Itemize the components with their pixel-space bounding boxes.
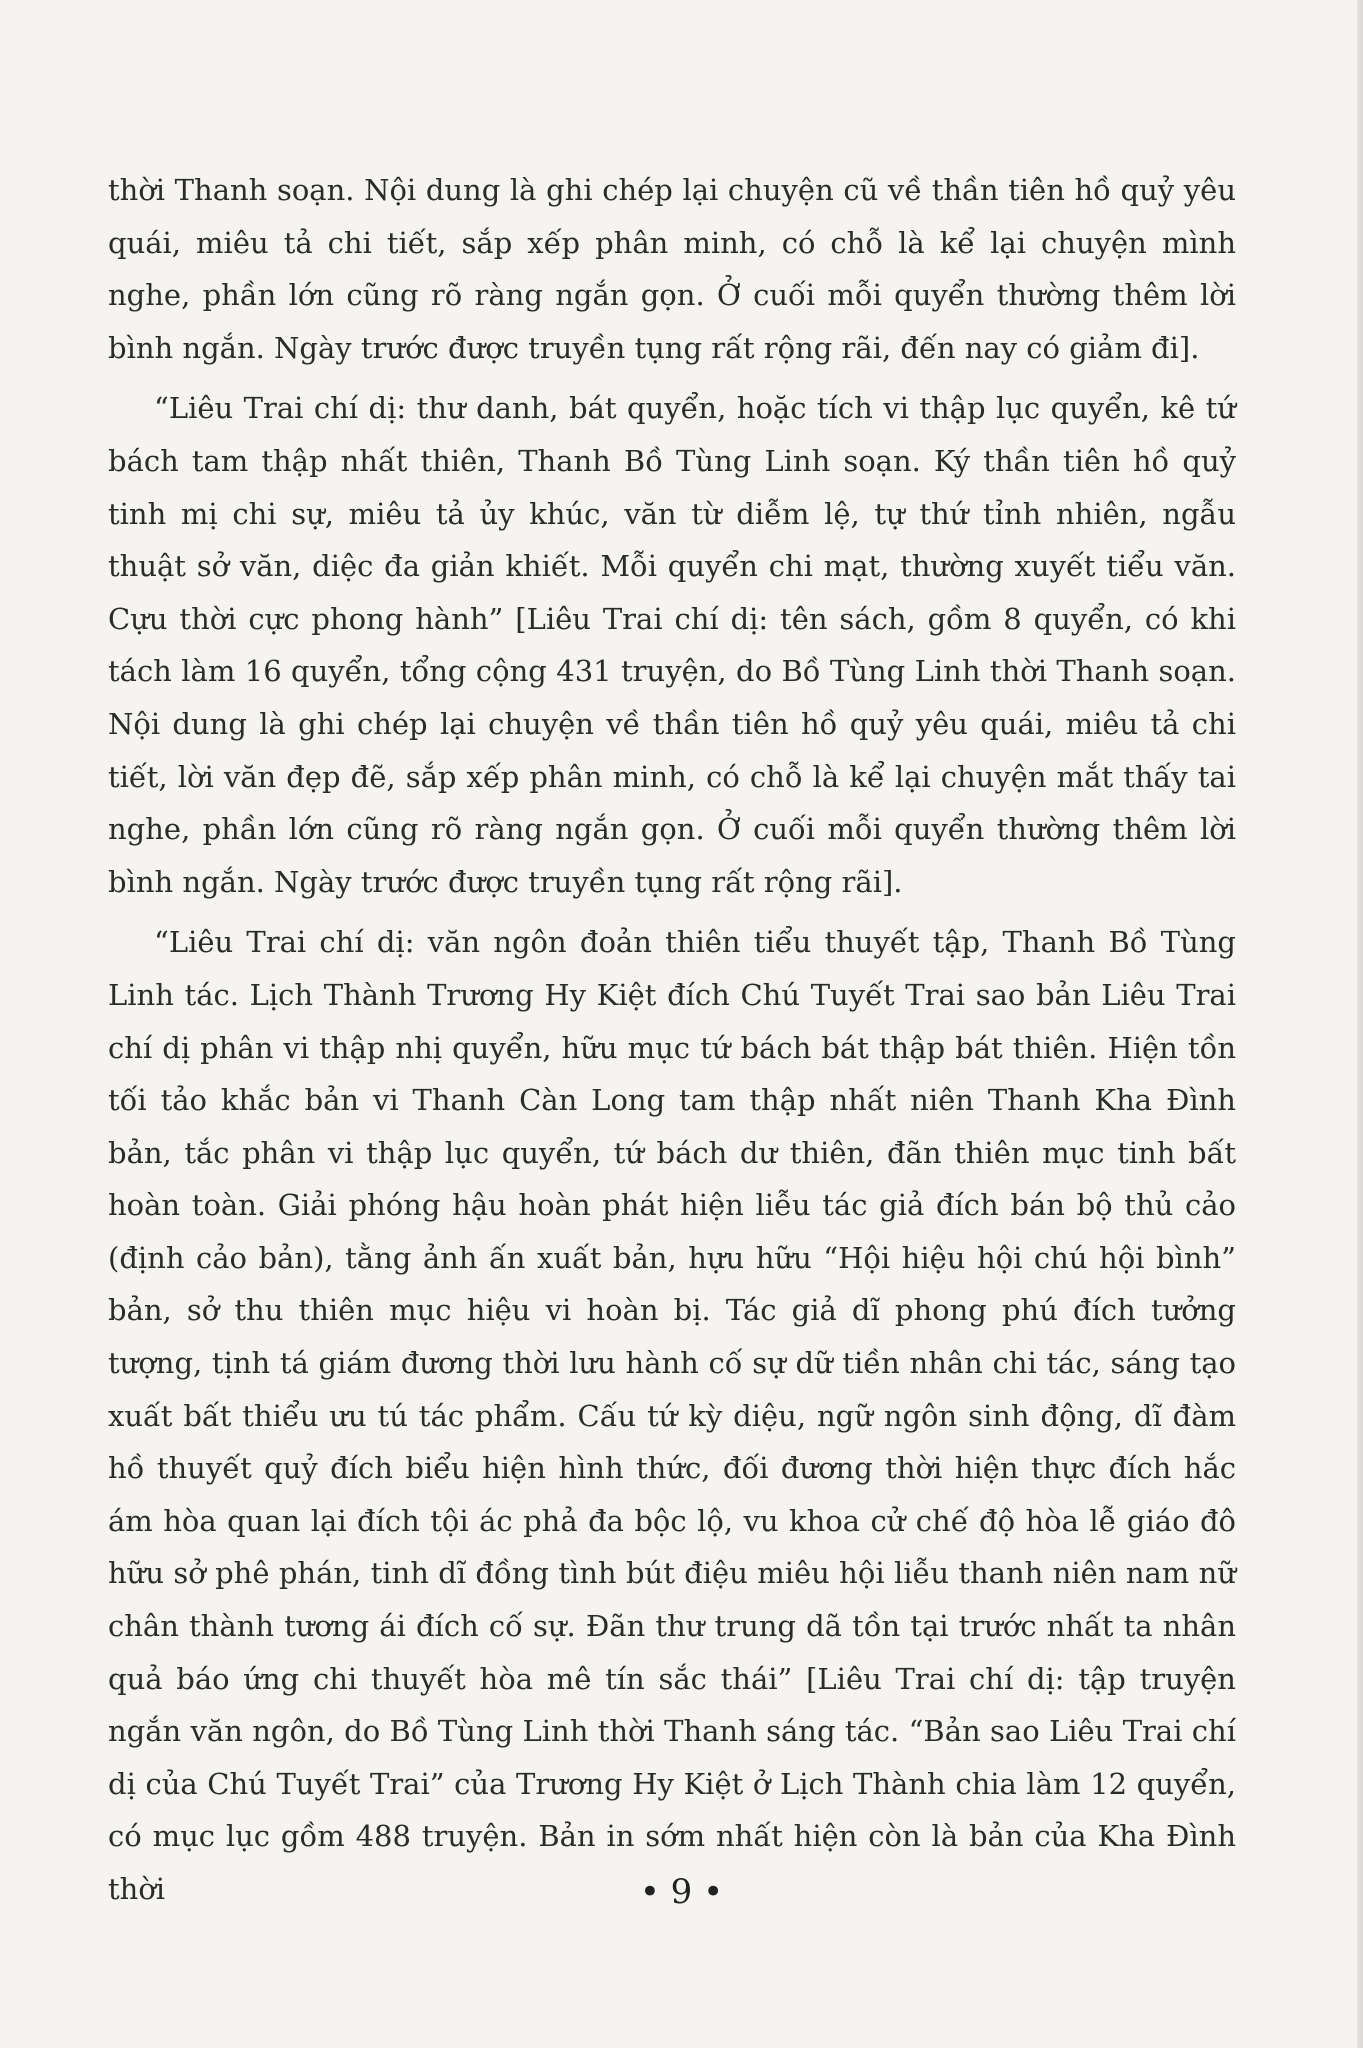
paragraph-quote-2: “Liêu Trai chí dị: văn ngôn đoản thiên tiểu thuyết tập, Thanh Bồ Tùng Linh tác. Lịch Thành Trương Hy Kiệt đích Chú Tuyết Trai sao bản Liêu Trai chí dị phân vi thập nhị quyển, hữu mục tứ bách bát thập bát thiên. Hiện tồn tối tảo khắc bản vi Thanh Càn Long tam thập nhất niên Thanh Kha Đình bản, tắc phân vi thập lục quyển, tứ bách dư thiên, đãn thiên mục tinh bất hoàn toàn. Giải phóng hậu hoàn phát hiện liễu tác giả đích bán bộ thủ cảo (định cảo bản), tằng ảnh ấn xuất bản, hựu hữu “Hội hiệu hội chú hội bình” bản, sở thu thiên mục hiệu vi hoàn bị. Tác giả dĩ phong phú đích tưởng tượng, tịnh tá giám đương thời lưu hành cố sự dữ tiền nhân chi tác, sáng tạo xuất bất thiểu ưu tú tác phẩm. Cấu tứ kỳ diệu, ngữ ngôn sinh động, dĩ đàm hồ thuyết quỷ đích biểu hiện hình thức, đối đương thời hiện thực đích hắc ám hòa quan lại đích tội ác phả đa bộc lộ, vu khoa cử chế độ hòa lễ giáo đô hữu sở phê phán, tinh dĩ đồng tình bút điệu miêu hội liễu thanh niên nam nữ chân thành tương ái đích cố sự. Đãn thư trung dã tồn tại trước nhất ta nhân quả báo ứng chi thuyết hòa mê tín sắc thái” [Liêu Trai chí dị: tập truyện ngắn văn ngôn, do Bồ Tùng Linh thời Thanh sáng tác. “Bản sao Liêu Trai chí dị của Chú Tuyết Trai” của Trương Hy Kiệt ở Lịch Thành chia làm 12 quyển, có mục lục gồm 488 truyện. Bản in sớm nhất hiện còn là bản của Kha Đình thời xyxy=(108,925,1236,1906)
page-number: • 9 • xyxy=(639,1872,724,1912)
paragraph-continued: thời Thanh soạn. Nội dung là ghi chép lại chuyện cũ về thần tiên hồ quỷ yêu quái, miêu tả chi tiết, sắp xếp phân minh, có chỗ là kể lại chuyện mình nghe, phần lớn cũng rõ ràng ngắn gọn. Ở cuối mỗi quyển thường thêm lời bình ngắn. Ngày trước được truyền tụng rất rộng rãi, đến nay có giảm đi]. xyxy=(108,173,1236,365)
paragraph-quote-1: “Liêu Trai chí dị: thư danh, bát quyển, hoặc tích vi thập lục quyển, kê tứ bách tam thập nhất thiên, Thanh Bồ Tùng Linh soạn. Ký thần tiên hồ quỷ tinh mị chi sự, miêu tả ủy khúc, văn từ diễm lệ, tự thứ tỉnh nhiên, ngẫu thuật sở văn, diệc đa giản khiết. Mỗi quyển chi mạt, thường xuyết tiểu văn. Cựu thời cực phong hành” [Liêu Trai chí dị: tên sách, gồm 8 quyển, có khi tách làm 16 quyển, tổng cộng 431 truyện, do Bồ Tùng Linh thời Thanh soạn. Nội dung là ghi chép lại chuyện về thần tiên hồ quỷ yêu quái, miêu tả chi tiết, lời văn đẹp đẽ, sắp xếp phân minh, có chỗ là kể lại chuyện mắt thấy tai nghe, phần lớn cũng rõ ràng ngắn gọn. Ở cuối mỗi quyển thường thêm lời bình ngắn. Ngày trước được truyền tụng rất rộng rãi]. xyxy=(108,391,1236,899)
page-edge-shadow xyxy=(1357,0,1363,2048)
body-text xyxy=(108,164,1236,1916)
